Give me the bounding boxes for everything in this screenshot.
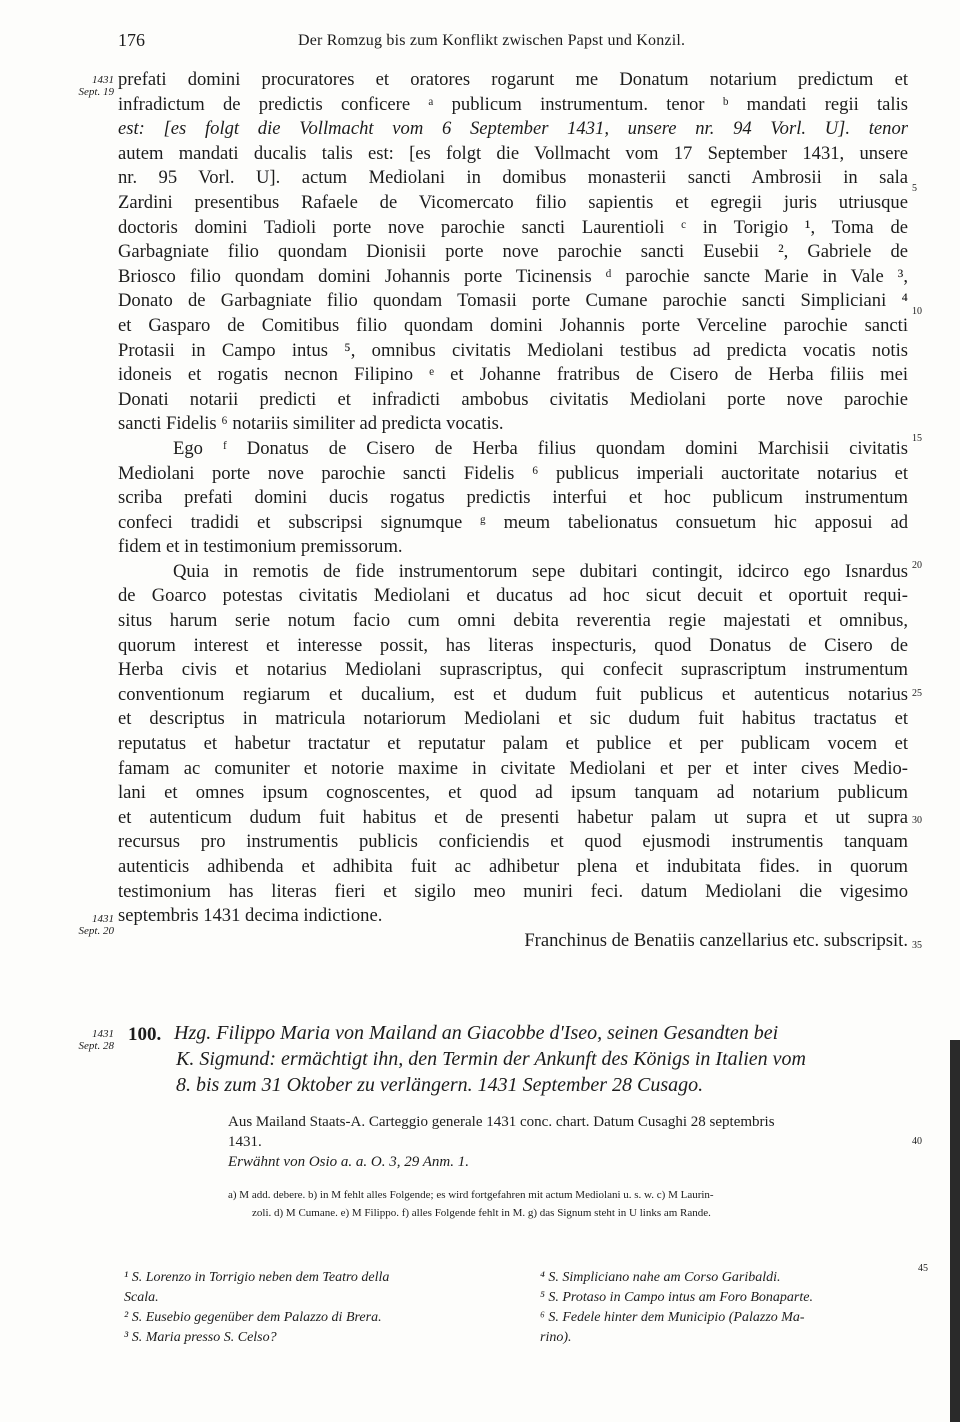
source-line: 1431. <box>228 1134 262 1150</box>
footnotes-left <box>124 1268 524 1348</box>
text-line: recursus pro instrumentis publicis conficiendis et quod ejusmodi instrumentis tanquam <box>118 831 908 853</box>
footnote: Scala. <box>124 1290 159 1305</box>
source-line: Aus Mailand Staats-A. Carteggio generale 1431 conc. chart. Datum Cusaghi 28 septembris <box>228 1114 775 1130</box>
margin-date-day: Sept. 20 <box>78 925 114 937</box>
margin-date-day: Sept. 28 <box>78 1040 114 1052</box>
signature-line: Franchinus de Benatiis canzellarius etc. subscripsit. <box>524 929 908 951</box>
line-number: 15 <box>912 433 922 444</box>
text-line: Herba civis et notarius Mediolani suprascriptus, qui confecit suprascriptum instrumentum <box>118 659 908 681</box>
footnotes-right <box>540 1268 915 1348</box>
text-line: Quia in remotis de fide instrumentorum sepe dubitari contingit, idcirco ego Isnardus <box>173 560 908 582</box>
text-line: Zardini presentibus Rafaele de Vicomercato filio sapientis et egregii juris utriusque <box>118 191 908 213</box>
regest-line: 8. bis zum 31 Oktober zu verlängern. 1431 September 28 Cusago. <box>176 1074 704 1096</box>
running-title: Der Romzug bis zum Konflikt zwischen Papst und Konzil. <box>298 32 686 49</box>
margin-date-regest <box>66 1028 114 1052</box>
text-line: Protasii in Campo intus ⁵, omnibus civitatis Mediolani testibus ad predicta vocatis notis <box>118 339 908 361</box>
text-line: prefati domini procuratores et oratores rogarunt me Donatum notarium predictum et <box>118 69 908 90</box>
text-line: confeci tradidi et subscripsi signumque ᵍ meum tabelionatus consuetum hic apposui ad <box>118 511 908 533</box>
line-number: 10 <box>912 306 922 317</box>
text-line: situs harum serie notum facio cum omni debita reverentia regie majestati et omnibus, <box>118 610 908 632</box>
regest-number: 100. <box>128 1024 162 1045</box>
text-line: Ego ᶠ Donatus de Cisero de Herba filius quondam domini Marchisii civitatis <box>173 437 908 459</box>
line-number: 20 <box>912 560 922 571</box>
text-line: Briosco filio quondam domini Johannis porte Ticinensis ᵈ parochie sancte Marie in Vale ³, <box>118 265 908 287</box>
text-line: et Gasparo de Comitibus filio quondam domini Johannis porte Verceline parochie sancti <box>118 314 908 336</box>
text-line: est: [es folgt die Vollmacht vom 6 September 1431, unsere nr. 94 Vorl. U]. tenor <box>118 118 908 140</box>
variant-notes <box>228 1186 908 1222</box>
document-body <box>118 68 908 953</box>
text-line: fidem et in testimonium premissorum. <box>118 536 403 558</box>
footnote: ² S. Eusebio gegenüber dem Palazzo di Brera. <box>124 1310 382 1325</box>
text-line: et descriptus in matricula notariorum Mediolani et sic dudum fuit habitus tractatus et <box>118 708 908 730</box>
margin-date-year: 1431 <box>92 74 114 86</box>
regest-heading <box>174 1020 918 1098</box>
text-line: infradictum de predictis conficere ᵃ publicum instrumentum. tenor ᵇ mandati regii talis <box>118 93 908 115</box>
variant-note-line: zoli. d) M Cumane. e) M Filippo. f) alles Folgende fehlt in M. g) das Signum steht in U links am Rande. <box>252 1207 711 1219</box>
text-line: Garbagniate filio quondam Dionisii porte nove parochie sancti Eusebii ², Gabriele de <box>118 241 908 263</box>
text-line: famam ac comuniter et notorie maxime in civitate Mediolani et per et inter cives Medio- <box>118 757 908 779</box>
text-line: autem mandati ducalis talis est: [es folgt die Vollmacht vom 17 September 1431, unsere <box>118 142 908 164</box>
text-line: reputatus et habetur tractatur et reputatur palam et publice et per publicam vocem et <box>118 733 908 755</box>
text-line: de Goarco potestas civitatis Mediolani et ducatus ad hoc sicut decuit et oportuit requi- <box>118 585 908 607</box>
text-line: conventionum regiarum et ducalium, est et dudum fuit publicus et autenticus notarius <box>118 683 908 705</box>
margin-date-middle <box>66 913 114 937</box>
text-line: Mediolani porte nove parochie sancti Fidelis ⁶ publicus imperiali auctoritate notarius et <box>118 462 908 484</box>
footnote: ⁵ S. Protaso in Campo intus am Foro Bonaparte. <box>540 1290 813 1305</box>
text-line: idoneis et rogatis necnon Filipino ᵉ et Johanne fratribus de Cisero de Herba filiis mei <box>118 364 908 386</box>
line-number: 30 <box>912 815 922 826</box>
scan-edge-shadow <box>950 1040 960 1422</box>
margin-date-year: 1431 <box>92 913 114 925</box>
text-line: Donati notarii predicti et infradicti ambobus civitatis Mediolani porte nove parochie <box>118 388 908 410</box>
footnote: ³ S. Maria presso S. Celso? <box>124 1330 277 1345</box>
variant-note-line: a) M add. debere. b) in M fehlt alles Folgende; es wird fortgefahren mit actum Mediolani u. s. w. c) M Laurin- <box>228 1189 714 1201</box>
page-number: 176 <box>118 30 145 50</box>
margin-date-top <box>66 74 114 98</box>
line-number: 5 <box>912 183 917 194</box>
text-line: Donato de Garbagniate filio quondam Tomasii porte Cumane parochie sancti Simpliciani ⁴ <box>118 290 908 312</box>
margin-date-day: Sept. 19 <box>78 86 114 98</box>
text-line: lani et omnes ipsum cognoscentes, et quod ad ipsum tanquam ad notarium publicum <box>118 782 908 804</box>
text-line: nr. 95 Vorl. U]. actum Mediolani in domibus monasterii sancti Ambrosii in sala <box>118 167 908 189</box>
footnote: ⁶ S. Fedele hinter dem Municipio (Palazzo Ma- <box>540 1310 805 1325</box>
margin-date-year: 1431 <box>92 1028 114 1040</box>
line-number: 35 <box>912 940 922 951</box>
footnote: ¹ S. Lorenzo in Torrigio neben dem Teatro della <box>124 1270 390 1285</box>
line-number: 40 <box>912 1136 922 1147</box>
source-note <box>228 1112 916 1172</box>
footnote: rino). <box>540 1330 572 1345</box>
text-line: sancti Fidelis ⁶ notariis similiter ad predicta vocatis. <box>118 413 504 435</box>
text-line: scriba prefati domini ducis rogatus predictis interfui et hoc publicum instrumentum <box>118 487 908 509</box>
text-line: testimonium has literas fieri et sigilo meo muniri feci. datum Mediolani die vigesimo <box>118 880 908 902</box>
text-line: autenticis adhibenda et adhibita fuit ac adhibetur plena et indubitata fides. in quorum <box>118 856 908 877</box>
page-header <box>118 30 908 56</box>
line-number: 25 <box>912 688 922 699</box>
text-line: septembris 1431 decima indictione. <box>118 905 383 927</box>
regest-line: K. Sigmund: ermächtigt ihn, den Termin der Ankunft des Königs in Italien vom <box>176 1048 806 1070</box>
regest-line: Hzg. Filippo Maria von Mailand an Giacobbe d'Iseo, seinen Gesandten bei <box>174 1022 779 1044</box>
text-line: doctoris domini Tadioli porte nove parochie sancti Laurentioli ᶜ in Torigio ¹, Toma de <box>118 216 908 238</box>
footnote: ⁴ S. Simpliciano nahe am Corso Garibaldi. <box>540 1270 781 1285</box>
text-line: et autenticum dudum fuit habitus et de presenti habetur palam ut supra et ut supra <box>118 806 908 828</box>
line-number: 45 <box>918 1263 928 1274</box>
source-line: Erwähnt von Osio a. a. O. 3, 29 Anm. 1. <box>228 1154 469 1170</box>
text-line: quorum interest et interesse possit, has literas inspecturis, quod Donatus de Cisero de <box>118 634 908 656</box>
